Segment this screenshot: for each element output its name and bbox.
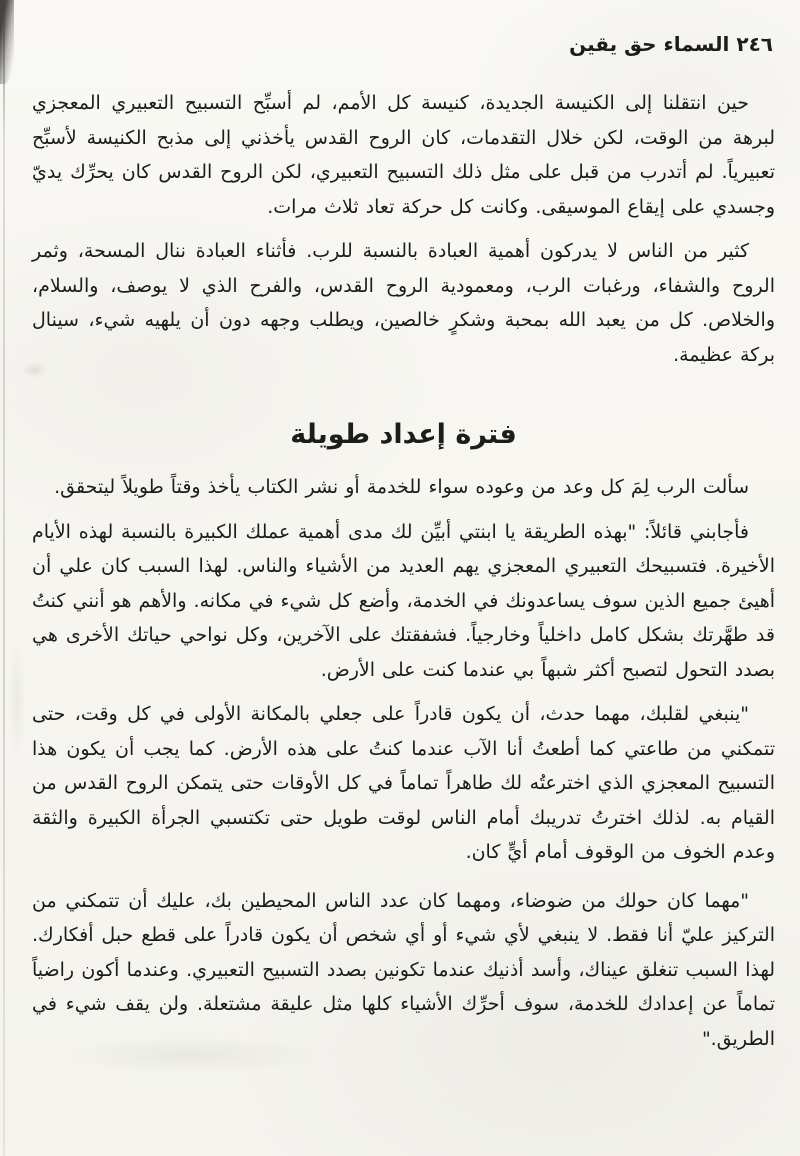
scan-edge-line	[3, 0, 5, 1156]
paragraph-5: "ينبغي لقلبك، مهما حدث، أن يكون قادراً على جعلي بالمكانة الأولى في كل وقت، حتى تتمكني من طاعتي كما أطعتُ أنا الآب عندما كنتُ على هذه الأرض. كما يجب أن يكون هذا التسبيح المعجزي الذي اخترعتُه لك طاهراً تماماً في كل الأوقات حتى يتمكن الروح القدس من القيام به. لذلك اخترتُ تدريبك أمام الناس لوقت طويل حتى تكتسبي الجرأة الكبيرة والثقة وعدم الخوف من الوقوف أمام أيٍّ كان.	[32, 703, 775, 863]
section-heading: فترة إعداد طويلة	[290, 419, 517, 450]
paragraph-2: كثير من الناس لا يدركون أهمية العبادة بالنسبة للرب. فأثناء العبادة ننال المسحة، وثمر الروح والشفاء، ورغبات الرب، ومعمودية الروح القدس، والفرح الذي لا يوصف، والسلام، والخلاص. كل من يعبد الله بمحبة وشكرٍ خالصين، ويطلب وجهه دون أن يلهيه شيء، سينال بركة عظيمة.	[32, 240, 775, 366]
scan-smudge	[8, 640, 26, 760]
page-content	[32, 28, 775, 1066]
paragraph-4: فأجابني قائلاً: "بهذه الطريقة يا ابنتي أبيِّن لك مدى أهمية عملك الكبيرة بالنسبة لهذه الأيام الأخيرة. فتسبيحك التعبيري المعجزي يهم العديد من الأشياء والناس. لهذا السبب كان علي أن أهيئ جميع الذين سوف يساعدونك في الخدمة، وأضع كل شيء في مكانه. والأهم هو أنني كنتُ قد طهَّرتك بشكل كامل داخلياً وخارجياً. فشفقتك على الآخرين، وكل نواحي حياتك الأخرى هي بصدد التحول لتصبح أكثر شبهاً بي عندما كنت على الأرض.	[32, 520, 775, 681]
paragraph-1: حين انتقلنا إلى الكنيسة الجديدة، كنيسة كل الأمم، لم أسبِّح التسبيح التعبيري المعجزي لبرهة من الوقت، لكن خلال التقدمات، كان الروح القدس يأخذني إلى مذبح الكنيسة لأسبِّح تعبيرياً. لم أتدرب من قبل على مثل ذلك التسبيح التعبيري، لكن الروح القدس كان يحرِّك يديّ وجسدي على إيقاع الموسيقى. وكانت كل حركة تعاد ثلاث مرات.	[32, 92, 775, 218]
paragraph-6: "مهما كان حولك من ضوضاء، ومهما كان عدد الناس المحيطين بك، عليك أن تتمكني من التركيز عليّ أنا فقط. لا ينبغي لأي شيء أو أي شخص أن يكون قادراً على قطع حبل أفكارك. لهذا السبب تنغلق عيناك، وأسد أذنيك عندما تكونين بصدد التسبيح التعبيري. وعندما أكون راضياً تماماً عن إعدادك للخدمة، سوف أحرِّك الأشياء كلها مثل عليقة مشتعلة. ولن يقف شيء في الطريق."	[32, 889, 775, 1050]
running-header-page-number-and-title: ٢٤٦ السماء حق يقين	[569, 32, 773, 56]
paragraph-3: سألت الرب لِمَ كل وعد من وعوده سواء للخدمة أو نشر الكتاب يأخذ وقتاً طويلاً ليتحقق.	[54, 476, 749, 498]
